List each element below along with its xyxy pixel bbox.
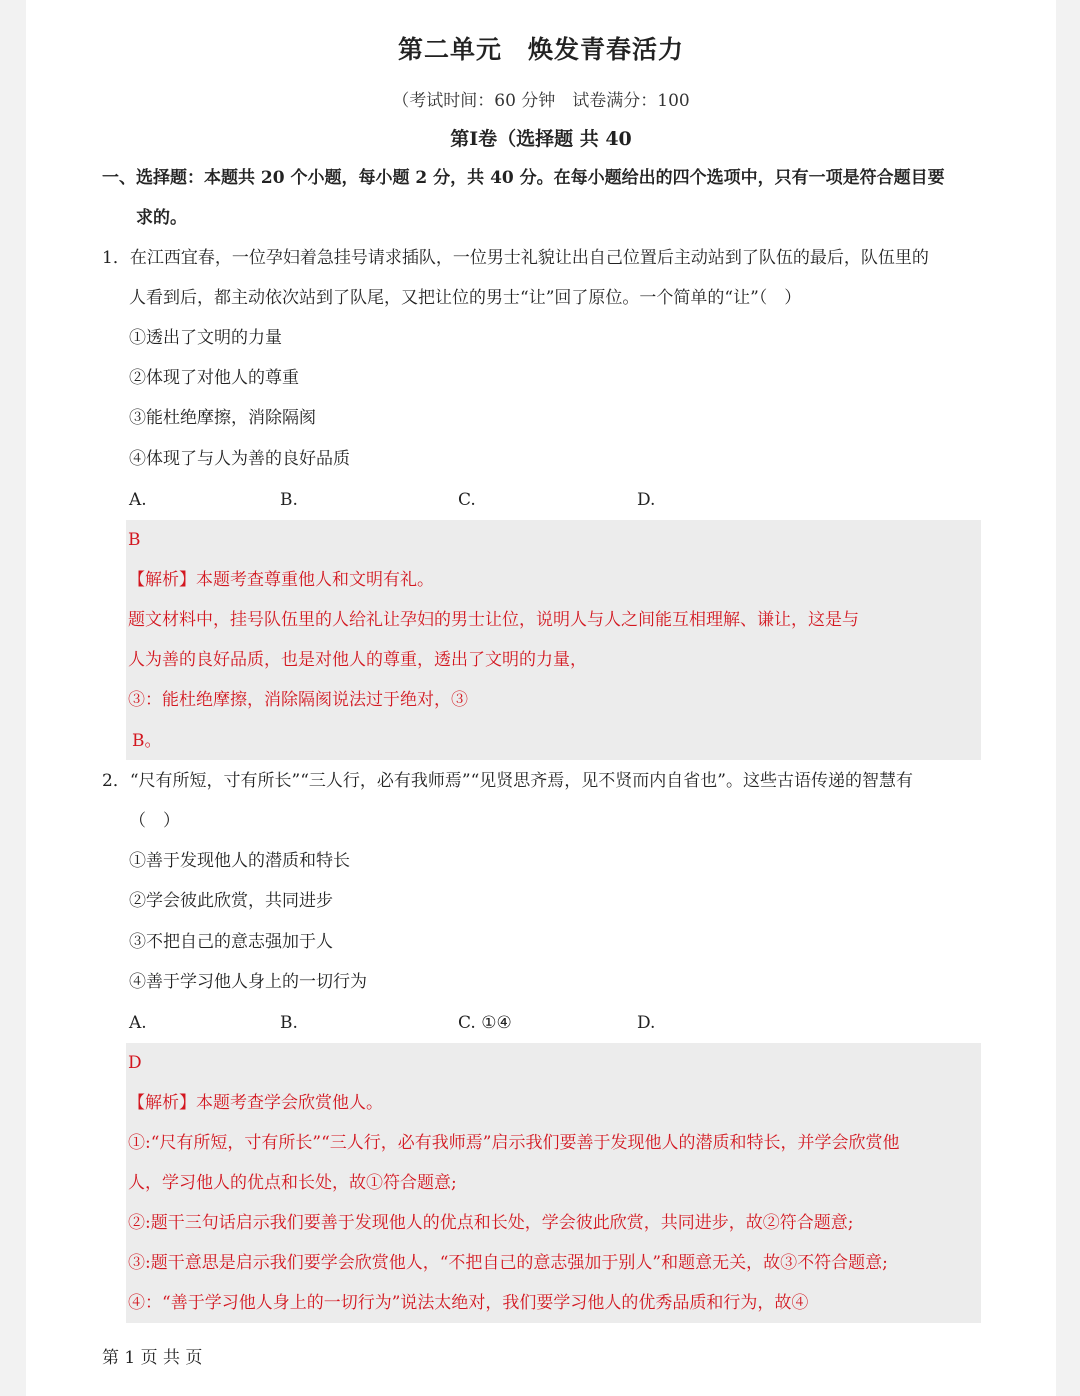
q2-option-a: A. [129, 1013, 147, 1033]
q1-answer: B [128, 530, 141, 550]
q2-item-3: ③不把自己的意志强加于人 [129, 932, 333, 952]
q2-analysis-3: 人，学习他人的优点和长处，故①符合题意; [128, 1173, 457, 1193]
q1-analysis-1: 【解析】本题考查尊重他人和文明有礼。 [128, 570, 434, 590]
q2-analysis-5: ③:题干意思是启示我们要学会欣赏他人，“不把自己的意志强加于别人”和题意无关，故③不符合题意; [128, 1253, 888, 1273]
q1-option-c: C. [458, 490, 476, 510]
q1-stem: 1．在江西宜春，一位孕妇着急挂号请求插队，一位男士礼貌让出自己位置后主动站到了队伍的最后，队伍里的 [102, 248, 929, 268]
q1-answer-box [126, 520, 981, 760]
q2-answer: D [128, 1053, 142, 1073]
q2-analysis-6: ④：“善于学习他人身上的一切行为”说法太绝对，我们要学习他人的优秀品质和行为，故④ [128, 1293, 809, 1313]
q1-item-2: ②体现了对他人的尊重 [129, 368, 299, 388]
page-title: 第二单元 焕发青春活力 [397, 35, 684, 64]
q1-option-b: B. [280, 490, 298, 510]
q2-stem-cont: （ ） [129, 811, 180, 831]
q2-option-c: C. ①④ [458, 1013, 512, 1033]
q2-analysis-1: 【解析】本题考查学会欣赏他人。 [128, 1093, 383, 1113]
section-title: 第Ⅰ卷（选择题 共 40 [450, 128, 632, 150]
q1-item-1: ①透出了文明的力量 [129, 328, 282, 348]
part-heading-cont: 求的。 [136, 208, 187, 228]
q2-option-b: B. [280, 1013, 298, 1033]
q1-analysis-4: ③：能杜绝摩擦，消除隔阂说法过于绝对，③ [128, 690, 468, 710]
q2-item-2: ②学会彼此欣赏，共同进步 [129, 891, 333, 911]
q2-analysis-4: ②:题干三句话启示我们要善于发现他人的优点和长处，学会彼此欣赏，共同进步，故②符合题意; [128, 1213, 854, 1233]
q1-item-3: ③能杜绝摩擦，消除隔阂 [129, 408, 316, 428]
exam-info: （考试时间：60 分钟 试卷满分：100 [392, 91, 690, 111]
q1-option-a: A. [129, 490, 147, 510]
q2-answer-box [126, 1043, 981, 1323]
q2-option-d: D. [637, 1013, 656, 1033]
q1-item-4: ④体现了与人为善的良好品质 [129, 449, 350, 469]
q1-analysis-2: 题文材料中，挂号队伍里的人给礼让孕妇的男士让位，说明人与人之间能互相理解、谦让，这是与 [128, 610, 859, 630]
q1-option-d: D. [637, 490, 656, 510]
q1-analysis-3: 人为善的良好品质，也是对他人的尊重，透出了文明的力量， [128, 650, 587, 670]
document-page [26, 0, 1056, 1396]
q1-stem-cont: 人看到后，都主动依次站到了队尾，又把让位的男士“让”回了原位。一个简单的“让”（ ） [129, 288, 802, 308]
q2-item-1: ①善于发现他人的潜质和特长 [129, 851, 350, 871]
q2-analysis-2: ①:“尺有所短，寸有所长”“三人行，必有我师焉”启示我们要善于发现他人的潜质和特长，并学会欣赏他 [128, 1133, 900, 1153]
q2-item-4: ④善于学习他人身上的一切行为 [129, 972, 367, 992]
q2-stem: 2．“尺有所短，寸有所长”“三人行，必有我师焉”“见贤思齐焉，见不贤而内自省也”。这些古语传递的智慧有 [102, 771, 913, 791]
q1-analysis-5: B。 [132, 731, 162, 751]
page-footer: 第 1 页 共 页 [102, 1348, 203, 1368]
part-heading: 一、选择题：本题共 20 个小题，每小题 2 分，共 40 分。在每小题给出的四个选项中，只有一项是符合题目要 [102, 168, 945, 188]
